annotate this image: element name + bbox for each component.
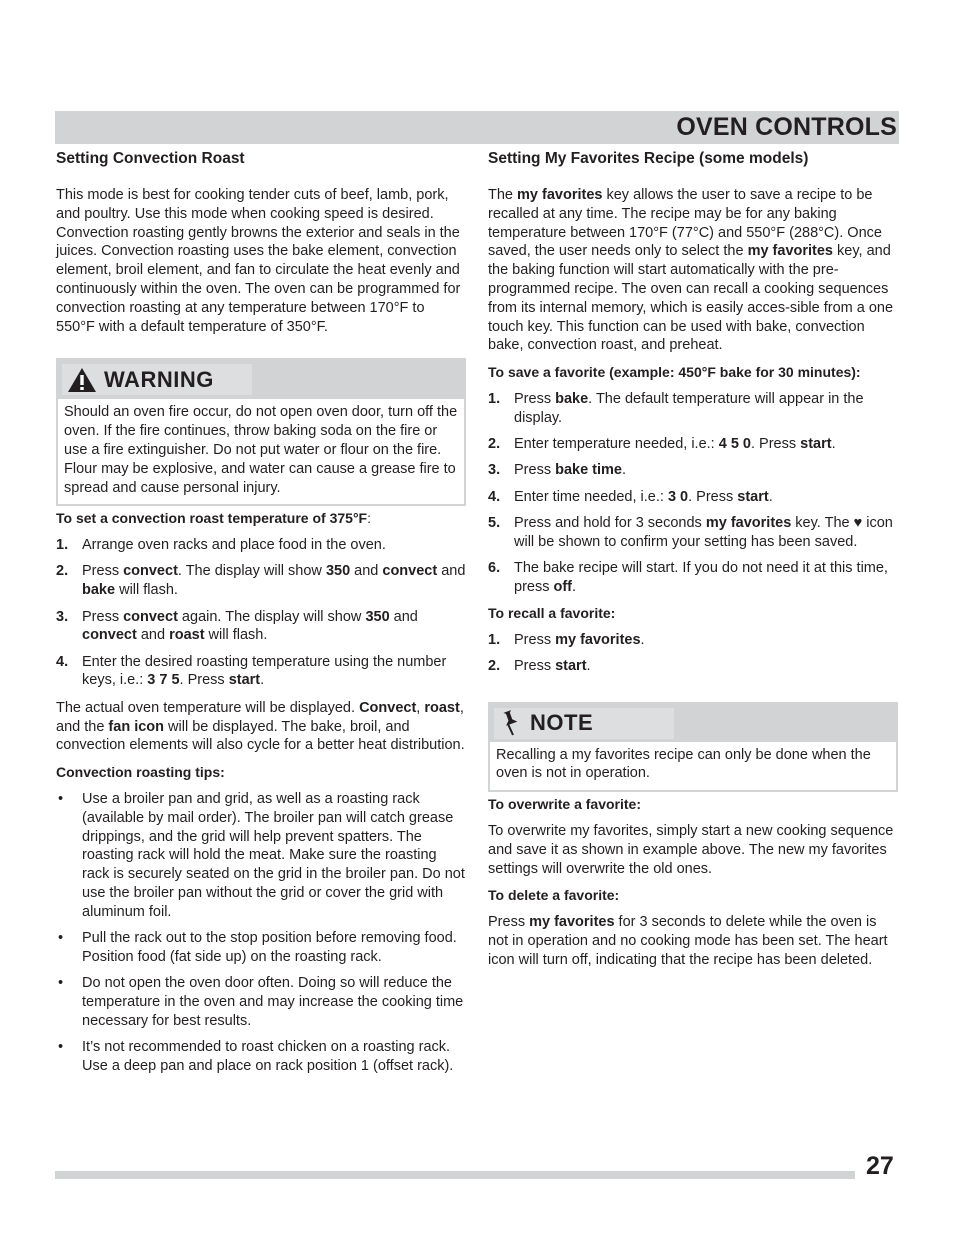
overwrite-favorite-heading: To overwrite a favorite: (488, 796, 642, 813)
list-item: 5. Press and hold for 3 seconds my favorites key. The ♥ icon will be shown to confirm your setting has been saved. (488, 514, 893, 550)
delete-favorite-heading: To delete a favorite: (488, 887, 620, 904)
warning-box (56, 358, 466, 506)
warning-label: WARNING (104, 366, 214, 392)
list-item: 1. Press my favorites. (488, 631, 645, 648)
my-favorites-intro: The my favorites key allows the user to save a recipe to be recalled at any time. The recipe may be for any baking temperature between 170°F (77°C) and 550°F (288°C). Once saved, the user needs only to select the my favorites key, and the baking function will start automatically with the pre-programmed recipe. The oven can recall a cooking sequences from its internal memory, which is easily acces-sible from a one touch key. This function can be used with bake, convection bake, convection roast, and preheat. (488, 187, 894, 354)
left-column (56, 150, 466, 1083)
warning-triangle-icon (66, 366, 98, 394)
page-number: 27 (866, 1152, 894, 1180)
tips-list (56, 790, 466, 1076)
note-header (490, 704, 896, 742)
list-item: 3. Press bake time. (488, 462, 627, 479)
convection-roast-after: The actual oven temperature will be displayed. Convect, roast, and the fan icon will be displayed. The bake, broil, and convection elements will also cycle for a better heat distribution. (56, 699, 465, 754)
tips-heading: Convection roasting tips: (56, 764, 225, 781)
overwrite-favorite-text: To overwrite my favorites, simply start a new cooking sequence and save it as shown in example above. The new my favorites settings will overwrite the old ones. (488, 822, 894, 877)
note-text: Recalling a my favorites recipe can only be done when the oven is not in operation. (496, 746, 871, 782)
section-title-convection-roast: Setting Convection Roast (56, 150, 245, 167)
list-item: • Pull the rack out to the stop position before removing food. Position food (fat side up) on the roasting rack. (58, 930, 457, 965)
recall-favorite-heading: To recall a favorite: (488, 605, 616, 622)
note-label: NOTE (530, 710, 594, 736)
warning-header (58, 360, 464, 399)
save-favorite-steps (488, 390, 898, 597)
list-item: 1. Press bake. The default temperature will appear in the display. (488, 390, 864, 426)
list-item: 1. Arrange oven racks and place food in the oven. (56, 537, 386, 554)
list-item: 2. Press start. (488, 658, 591, 675)
list-item: • Use a broiler pan and grid, as well as a roasting rack (available by mail order). The broiler pan will catch grease drippings, and the grid will help prevent spatters. The roasting rack will hold the meat. Make sure the roasting rack is securely seated on the grid in the broiler pan. Do not use the broiler pan without the grid or cover the grid with aluminum foil. (58, 790, 465, 920)
warning-text: Should an oven fire occur, do not open oven door, turn off the oven. If the fire continues, throw baking soda on the fire or use a fire extinguisher. Do not put water or flour on the fire. Flour may be explosive, and water can cause a grease fire to spread and cause personal injury. (64, 404, 458, 496)
list-item: • Do not open the oven door often. Doing so will reduce the temperature in the oven and may increase the cooking time necessary for best results. (58, 975, 464, 1029)
convection-roast-steps (56, 536, 466, 690)
right-column (488, 150, 898, 970)
pushpin-icon (500, 709, 522, 737)
list-item: 2. Press convect. The display will show 350 and convect and bake will flash. (56, 563, 466, 599)
recall-favorite-steps (488, 631, 898, 676)
section-title-my-favorites: Setting My Favorites Recipe (some models) (488, 150, 809, 167)
save-favorite-heading: To save a favorite (example: 450°F bake for 30 minutes): (488, 364, 861, 381)
list-item: 4. Enter time needed, i.e.: 3 0. Press start. (488, 488, 773, 505)
list-item: 6. The bake recipe will start. If you do not need it at this time, press off. (488, 560, 888, 595)
page-title: OVEN CONTROLS (676, 113, 897, 141)
list-item: • It’s not recommended to roast chicken on a roasting rack. Use a deep pan and place on rack position 1 (offset rack). (58, 1038, 454, 1074)
list-item: 4. Enter the desired roasting temperature using the number keys, i.e.: 3 7 5. Press start. (56, 653, 447, 689)
delete-favorite-text: Press my favorites for 3 seconds to delete while the oven is not in operation and no cooking mode has been set. The heart icon will turn off, indicating that the recipe has been deleted. (488, 914, 888, 968)
footer-bar (55, 1171, 855, 1179)
convection-roast-intro: This mode is best for cooking tender cuts of beef, lamb, pork, and poultry. Use this mode when cooking speed is desired. Convection roasting gently browns the exterior and seals in the juices. Convection roasting uses the bake element, convection element, broil element, and fan to circulate the heat evenly and continuously within the oven. The oven can be programmed for convection roasting at any temperature between 170°F to 550°F with a default temperature of 350°F. (56, 187, 461, 335)
list-item: 3. Press convect again. The display will show 350 and convect and roast will flash. (56, 608, 418, 644)
steps-heading: To set a convection roast temperature of 375°F: (56, 510, 371, 527)
header-bar (55, 111, 899, 144)
note-box (488, 702, 898, 793)
list-item: 2. Enter temperature needed, i.e.: 4 5 0. Press start. (488, 436, 836, 453)
